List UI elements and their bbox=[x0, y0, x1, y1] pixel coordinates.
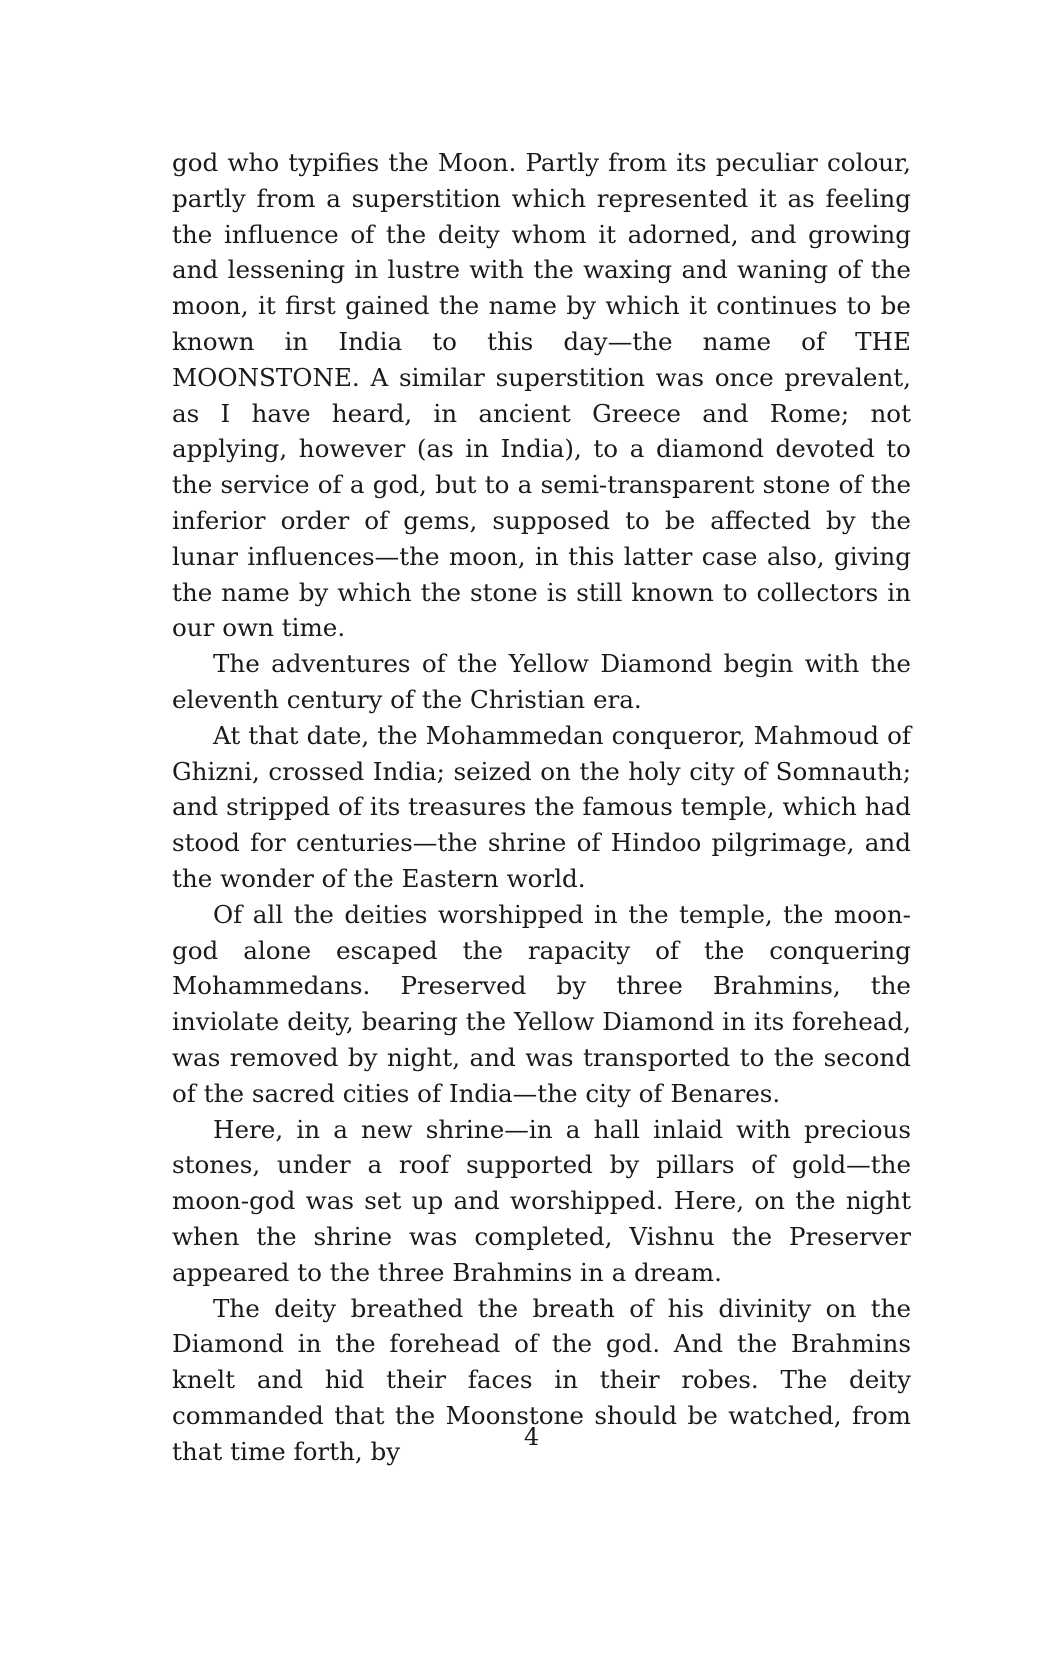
paragraph: Here, in a new shrine—in a hall inlaid with precious stones, under a roof supported by pillars of gold—the moon-god was set up and worshipped. Here, on the night when the shrine was completed, Vishnu the Preserver appeared to the three Brahmins in a dream. bbox=[172, 1114, 911, 1287]
paragraph: At that date, the Mohammedan conqueror, Mahmoud of Ghizni, crossed India; seized on the holy city of Somnauth; and stripped of its treasures the famous temple, which had stood for centuries—the shrine of Hindoo pilgrimage, and the wonder of the Eastern world. bbox=[172, 720, 911, 893]
body-text bbox=[172, 145, 911, 1469]
paragraph: The adventures of the Yellow Diamond begin with the eleventh century of the Christian era. bbox=[172, 649, 911, 714]
paragraph: Of all the deities worshipped in the temple, the moon-god alone escaped the rapacity of the conquering Mohammedans. Preserved by three Brahmins, the inviolate deity, bearing the Yellow Diamond in its forehead, was removed by night, and was transported to the second of the sacred cities of India—the city of Benares. bbox=[172, 899, 911, 1108]
page-number: 4 bbox=[523, 1423, 540, 1451]
paragraph: The deity breathed the breath of his divinity on the Diamond in the forehead of the god. And the Brahmins knelt and hid their faces in their robes. The deity commanded that the Moonstone should be watched, from that time forth, by bbox=[172, 1293, 911, 1466]
paragraph-continued: god who typifies the Moon. Partly from its peculiar colour, partly from a superstition which represented it as feeling the influence of the deity whom it adorned, and growing and lessening in lustre with the waxing and waning of the moon, it first gained the name by which it continues to be known in India to this day—the name of THE MOONSTONE. A similar superstition was once prevalent, as I have heard, in ancient Greece and Rome; not applying, however (as in India), to a diamond devoted to the service of a god, but to a semi-transparent stone of the inferior order of gems, supposed to be affected by the lunar influences—the moon, in this latter case also, giving the name by which the stone is still known to collectors in our own time. bbox=[172, 148, 911, 643]
